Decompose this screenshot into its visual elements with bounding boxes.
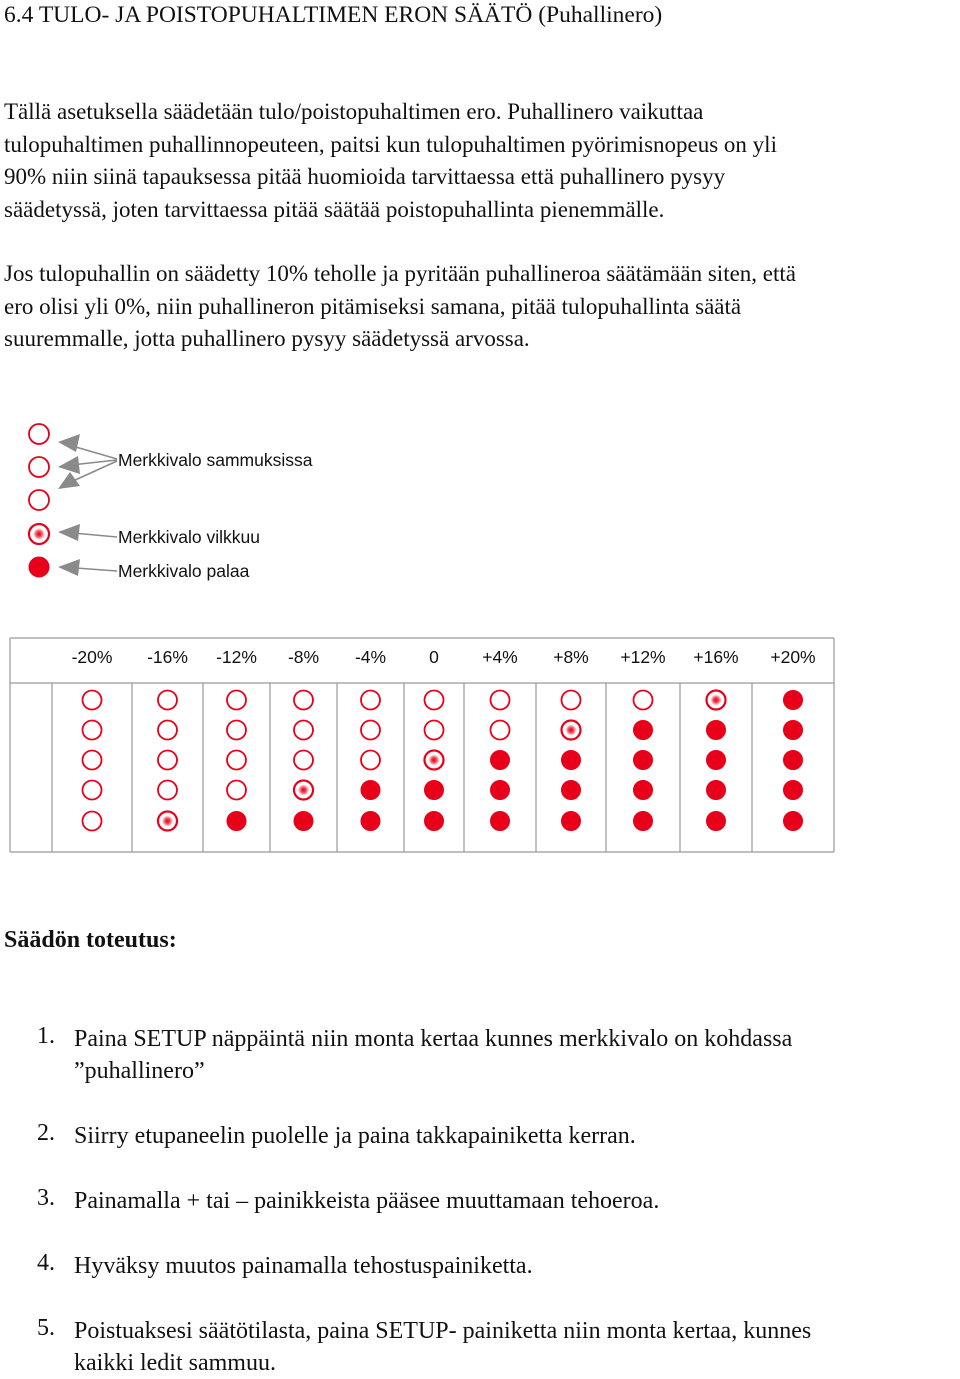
step-line: kaikki ledit sammuu.	[74, 1350, 276, 1376]
led-column	[158, 691, 177, 831]
led-on-icon	[294, 812, 313, 831]
step-text	[74, 1120, 954, 1152]
led-off-icon	[29, 424, 49, 444]
intro-paragraph	[4, 96, 960, 226]
led-off-icon	[562, 691, 581, 710]
column-header: -8%	[287, 647, 320, 667]
led-on-icon	[361, 781, 380, 800]
led-on-icon	[425, 812, 444, 831]
led-on-icon	[784, 751, 803, 770]
led-on-icon	[784, 812, 803, 831]
step-line: ”puhallinero”	[74, 1058, 205, 1084]
led-on-icon	[491, 781, 510, 800]
led-on-icon	[707, 812, 726, 831]
led-on-icon	[707, 751, 726, 770]
led-off-icon	[491, 691, 510, 710]
led-off-icon	[294, 721, 313, 740]
legend-on-label: Merkkivalo palaa	[118, 561, 250, 581]
led-column	[294, 691, 313, 831]
led-off-icon	[158, 751, 177, 770]
step-line: Poistuaksesi säätötilasta, paina SETUP- painiketta niin monta kertaa, kunnes	[74, 1318, 812, 1344]
led-off-icon	[83, 781, 102, 800]
led-off-icon	[29, 457, 49, 477]
led-column	[361, 691, 380, 831]
arrow-head-icon	[58, 524, 80, 541]
led-off-icon	[294, 751, 313, 770]
led-column	[227, 691, 246, 831]
column-header: +20%	[770, 647, 816, 667]
column-header: +12%	[620, 647, 666, 667]
legend-arrows	[58, 434, 117, 576]
step-line: Hyväksy muutos painamalla tehostuspainiketta.	[74, 1253, 533, 1279]
led-off-icon	[158, 781, 177, 800]
step-line: Paina SETUP näppäintä niin monta kertaa kunnes merkkivalo on kohdassa	[74, 1026, 793, 1052]
step-number: 5.	[37, 1315, 55, 1341]
led-off-icon	[158, 721, 177, 740]
led-on-icon	[562, 751, 581, 770]
led-on-icon	[491, 751, 510, 770]
example-paragraph	[4, 258, 960, 356]
led-on-icon	[562, 812, 581, 831]
step-line: Painamalla + tai – painikkeista pääsee muuttamaan tehoeroa.	[74, 1188, 660, 1214]
column-header: +4%	[482, 647, 518, 667]
led-off-icon	[425, 691, 444, 710]
intro-line: tulopuhaltimen puhallinnopeuteen, paitsi kun tulopuhaltimen pyörimisnopeus on yli	[4, 131, 777, 157]
step-number: 1.	[37, 1023, 55, 1049]
led-blink-icon	[158, 812, 177, 831]
led-off-icon	[425, 721, 444, 740]
led-on-icon	[634, 721, 653, 740]
led-blink-icon	[562, 721, 581, 740]
led-column	[491, 691, 510, 831]
step-line: Siirry etupaneelin puolelle ja paina takkapainiketta kerran.	[74, 1123, 636, 1149]
column-header: +16%	[693, 647, 739, 667]
column-header: -4%	[354, 647, 387, 667]
legend-blink-label: Merkkivalo vilkkuu	[118, 527, 260, 547]
led-blink-icon	[425, 751, 444, 770]
led-off-icon	[294, 691, 313, 710]
led-column	[707, 691, 726, 831]
led-column	[425, 691, 444, 831]
led-off-icon	[361, 721, 380, 740]
led-column	[562, 691, 581, 831]
example-line: suuremmalle, jotta puhallinero pysyy säädetyssä arvossa.	[4, 326, 530, 351]
led-off-icon	[83, 812, 102, 831]
led-on-icon	[29, 557, 49, 577]
intro-line: säädetyssä, joten tarvittaessa pitää säätää poistopuhallinta pienemmälle.	[4, 196, 665, 222]
step-text	[74, 1023, 954, 1087]
led-on-icon	[784, 781, 803, 800]
led-off-icon	[227, 691, 246, 710]
led-off-icon	[634, 691, 653, 710]
led-on-icon	[425, 781, 444, 800]
led-off-icon	[227, 721, 246, 740]
led-on-icon	[784, 691, 803, 710]
step-text	[74, 1250, 954, 1282]
column-header: 0	[429, 647, 439, 667]
intro-line: 90% niin siinä tapauksessa pitää huomioida tarvittaessa että puhallinero pysyy	[4, 164, 726, 189]
led-off-icon	[29, 490, 49, 510]
led-on-icon	[227, 812, 246, 831]
led-off-icon	[83, 751, 102, 770]
column-header: -12%	[216, 647, 257, 667]
led-on-icon	[562, 781, 581, 800]
page-title: 6.4 TULO- JA POISTOPUHALTIMEN ERON SÄÄTÖ (Puhallinero)	[4, 2, 663, 28]
arrow-head-icon	[58, 456, 80, 474]
arrow-head-icon	[58, 472, 80, 489]
led-off-icon	[83, 721, 102, 740]
led-off-icon	[83, 691, 102, 710]
led-off-icon	[491, 721, 510, 740]
led-off-icon	[227, 751, 246, 770]
step-number: 2.	[37, 1120, 55, 1146]
led-on-icon	[707, 781, 726, 800]
led-blink-icon	[29, 524, 49, 544]
arrow-head-icon	[58, 434, 80, 452]
step-number: 3.	[37, 1185, 55, 1211]
arrow-head-icon	[58, 559, 80, 576]
led-blink-icon	[707, 691, 726, 710]
led-blink-icon	[294, 781, 313, 800]
legend-off-label: Merkkivalo sammuksissa	[118, 450, 313, 470]
led-on-icon	[634, 781, 653, 800]
step-number: 4.	[37, 1250, 55, 1276]
led-on-icon	[707, 721, 726, 740]
example-line: ero olisi yli 0%, niin puhallineron pitämiseksi samana, pitää tulopuhallinta säätä	[4, 293, 742, 319]
column-header: +8%	[553, 647, 589, 667]
led-off-icon	[361, 691, 380, 710]
intro-line: Tällä asetuksella säädetään tulo/poistopuhaltimen ero. Puhallinero vaikuttaa	[4, 99, 704, 124]
column-header: -16%	[147, 647, 188, 667]
implementation-heading: Säädön toteutus:	[4, 927, 177, 953]
step-text	[74, 1185, 954, 1217]
led-table	[0, 630, 960, 870]
led-column	[784, 691, 803, 831]
led-on-icon	[634, 751, 653, 770]
led-column	[83, 691, 102, 831]
led-column	[634, 691, 653, 831]
example-line: Jos tulopuhallin on säädetty 10% teholle ja pyritään puhallineroa säätämään siten, että	[4, 261, 796, 286]
led-on-icon	[784, 721, 803, 740]
led-off-icon	[158, 691, 177, 710]
led-on-icon	[491, 812, 510, 831]
led-on-icon	[634, 812, 653, 831]
led-on-icon	[361, 812, 380, 831]
led-off-icon	[361, 751, 380, 770]
step-text	[74, 1315, 954, 1379]
led-off-icon	[227, 781, 246, 800]
column-header: -20%	[71, 647, 113, 667]
